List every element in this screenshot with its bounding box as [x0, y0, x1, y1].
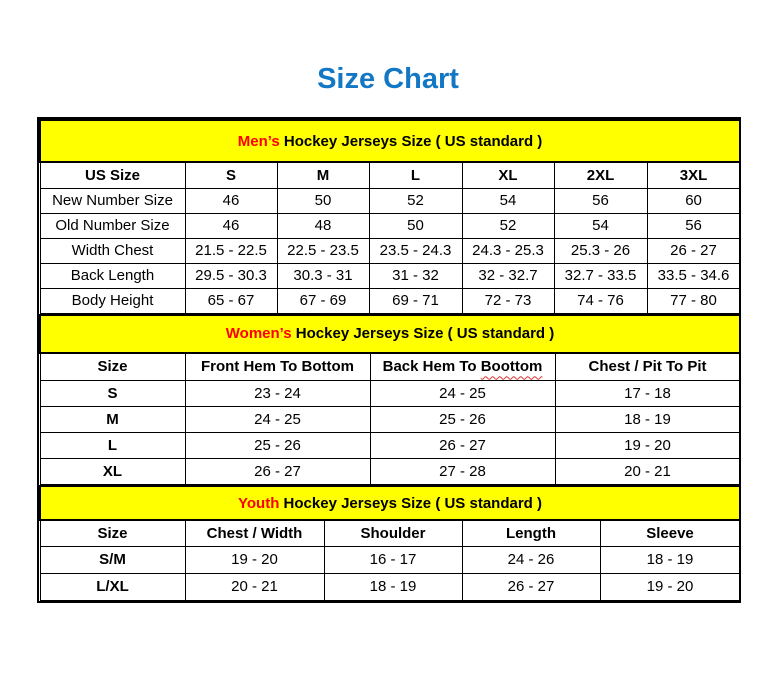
mens-row-4: [40, 288, 740, 313]
mens-caption-text: Hockey Jerseys Size ( US standard ): [279, 132, 543, 150]
mens-value-cell: 77 - 80: [647, 288, 740, 313]
womens-caption-highlight: Women’s: [225, 325, 292, 342]
mens-row-label: Width Chest: [40, 238, 185, 263]
mens-value-cell: 22.5 - 23.5: [277, 238, 369, 263]
size-chart-tables: [37, 117, 741, 603]
youth-value-cell: 18 - 19: [600, 546, 740, 573]
page-title: Size Chart: [317, 63, 459, 95]
womens-caption-text: Hockey Jerseys Size ( US standard ): [291, 325, 555, 342]
womens-row-2: [40, 433, 740, 459]
youth-column-header-3: Length: [462, 520, 600, 546]
womens-row-label: M: [40, 407, 185, 433]
womens-value-cell: 25 - 26: [185, 433, 370, 459]
youth-value-cell: 19 - 20: [185, 546, 324, 573]
youth-column-header-0: Size: [40, 520, 185, 546]
mens-row-label: Old Number Size: [40, 213, 185, 238]
youth-value-cell: 19 - 20: [600, 573, 740, 600]
mens-value-cell: 33.5 - 34.6: [647, 263, 740, 288]
womens-value-cell: 26 - 27: [370, 433, 555, 459]
womens-value-cell: 25 - 26: [370, 407, 555, 433]
youth-caption-text: Hockey Jerseys Size ( US standard ): [279, 494, 542, 512]
mens-column-header-0: US Size: [40, 162, 185, 188]
mens-value-cell: 69 - 71: [369, 288, 462, 313]
womens-value-cell: 27 - 28: [370, 459, 555, 485]
mens-row-label: Body Height: [40, 288, 185, 313]
mens-value-cell: 21.5 - 22.5: [185, 238, 277, 263]
youth-row-label: L/XL: [40, 573, 185, 600]
mens-row-0: [40, 188, 740, 213]
youth-caption-row: [40, 486, 740, 520]
mens-column-header-4: XL: [462, 162, 554, 188]
youth-section-caption: [40, 486, 740, 520]
youth-row-label: S/M: [40, 546, 185, 573]
mens-value-cell: 32.7 - 33.5: [554, 263, 647, 288]
mens-column-header-6: 3XL: [647, 162, 740, 188]
mens-value-cell: 26 - 27: [647, 238, 740, 263]
mens-value-cell: 29.5 - 30.3: [185, 263, 277, 288]
mens-column-header-3: L: [369, 162, 462, 188]
mens-value-cell: 30.3 - 31: [277, 263, 369, 288]
mens-value-cell: 23.5 - 24.3: [369, 238, 462, 263]
mens-row-3: [40, 263, 740, 288]
mens-column-header-5: 2XL: [554, 162, 647, 188]
mens-value-cell: 60: [647, 188, 740, 213]
womens-column-header-row: [40, 353, 740, 381]
womens-column-header-2: [370, 353, 555, 381]
womens-value-cell: 20 - 21: [555, 459, 740, 485]
mens-value-cell: 52: [462, 213, 554, 238]
womens-section-caption: [40, 315, 740, 353]
youth-value-cell: 24 - 26: [462, 546, 600, 573]
womens-row-1: [40, 407, 740, 433]
youth-column-header-2: Shoulder: [324, 520, 462, 546]
womens-row-label: S: [40, 381, 185, 407]
mens-value-cell: 54: [554, 213, 647, 238]
womens-value-cell: 23 - 24: [185, 381, 370, 407]
womens-row-3: [40, 459, 740, 485]
mens-section-caption: [40, 120, 740, 162]
womens-caption-row: [40, 315, 740, 353]
mens-value-cell: 54: [462, 188, 554, 213]
youth-column-header-1: Chest / Width: [185, 520, 324, 546]
mens-value-cell: 32 - 32.7: [462, 263, 554, 288]
youth-row-0: [40, 546, 740, 573]
mens-value-cell: 50: [277, 188, 369, 213]
mens-value-cell: 31 - 32: [369, 263, 462, 288]
womens-value-cell: 24 - 25: [185, 407, 370, 433]
mens-value-cell: 56: [647, 213, 740, 238]
womens-column-header-1: Front Hem To Bottom: [185, 353, 370, 381]
womens-row-label: XL: [40, 459, 185, 485]
mens-value-cell: 46: [185, 213, 277, 238]
womens-value-cell: 18 - 19: [555, 407, 740, 433]
mens-column-header-row: [40, 162, 740, 188]
mens-value-cell: 67 - 69: [277, 288, 369, 313]
mens-value-cell: 48: [277, 213, 369, 238]
mens-column-header-1: S: [185, 162, 277, 188]
youth-value-cell: 20 - 21: [185, 573, 324, 600]
mens-row-label: Back Length: [40, 263, 185, 288]
misspelled-word: Boottom: [480, 358, 543, 376]
womens-row-label: L: [40, 433, 185, 459]
column-header-text: Back Hem To: [382, 358, 481, 376]
youth-row-1: [40, 573, 740, 600]
mens-value-cell: 50: [369, 213, 462, 238]
mens-value-cell: 25.3 - 26: [554, 238, 647, 263]
mens-value-cell: 74 - 76: [554, 288, 647, 313]
youth-value-cell: 18 - 19: [324, 573, 462, 600]
mens-row-label: New Number Size: [40, 188, 185, 213]
youth-value-cell: 26 - 27: [462, 573, 600, 600]
youth-column-header-4: Sleeve: [600, 520, 740, 546]
mens-value-cell: 65 - 67: [185, 288, 277, 313]
womens-column-header-3: Chest / Pit To Pit: [555, 353, 740, 381]
mens-value-cell: 56: [554, 188, 647, 213]
youth-value-cell: 16 - 17: [324, 546, 462, 573]
mens-value-cell: 46: [185, 188, 277, 213]
mens-row-1: [40, 213, 740, 238]
womens-value-cell: 17 - 18: [555, 381, 740, 407]
womens-value-cell: 19 - 20: [555, 433, 740, 459]
mens-column-header-2: M: [277, 162, 369, 188]
womens-size-table: [39, 314, 741, 486]
mens-value-cell: 72 - 73: [462, 288, 554, 313]
womens-value-cell: 26 - 27: [185, 459, 370, 485]
mens-caption-row: [40, 120, 740, 162]
mens-row-2: [40, 238, 740, 263]
mens-size-table: [39, 119, 741, 314]
youth-column-header-row: [40, 520, 740, 546]
womens-column-header-0: Size: [40, 353, 185, 381]
mens-value-cell: 52: [369, 188, 462, 213]
womens-row-0: [40, 381, 740, 407]
mens-caption-highlight: Men’s: [237, 132, 280, 150]
youth-caption-highlight: Youth: [238, 494, 280, 512]
womens-value-cell: 24 - 25: [370, 381, 555, 407]
mens-value-cell: 24.3 - 25.3: [462, 238, 554, 263]
youth-size-table: [39, 485, 741, 601]
